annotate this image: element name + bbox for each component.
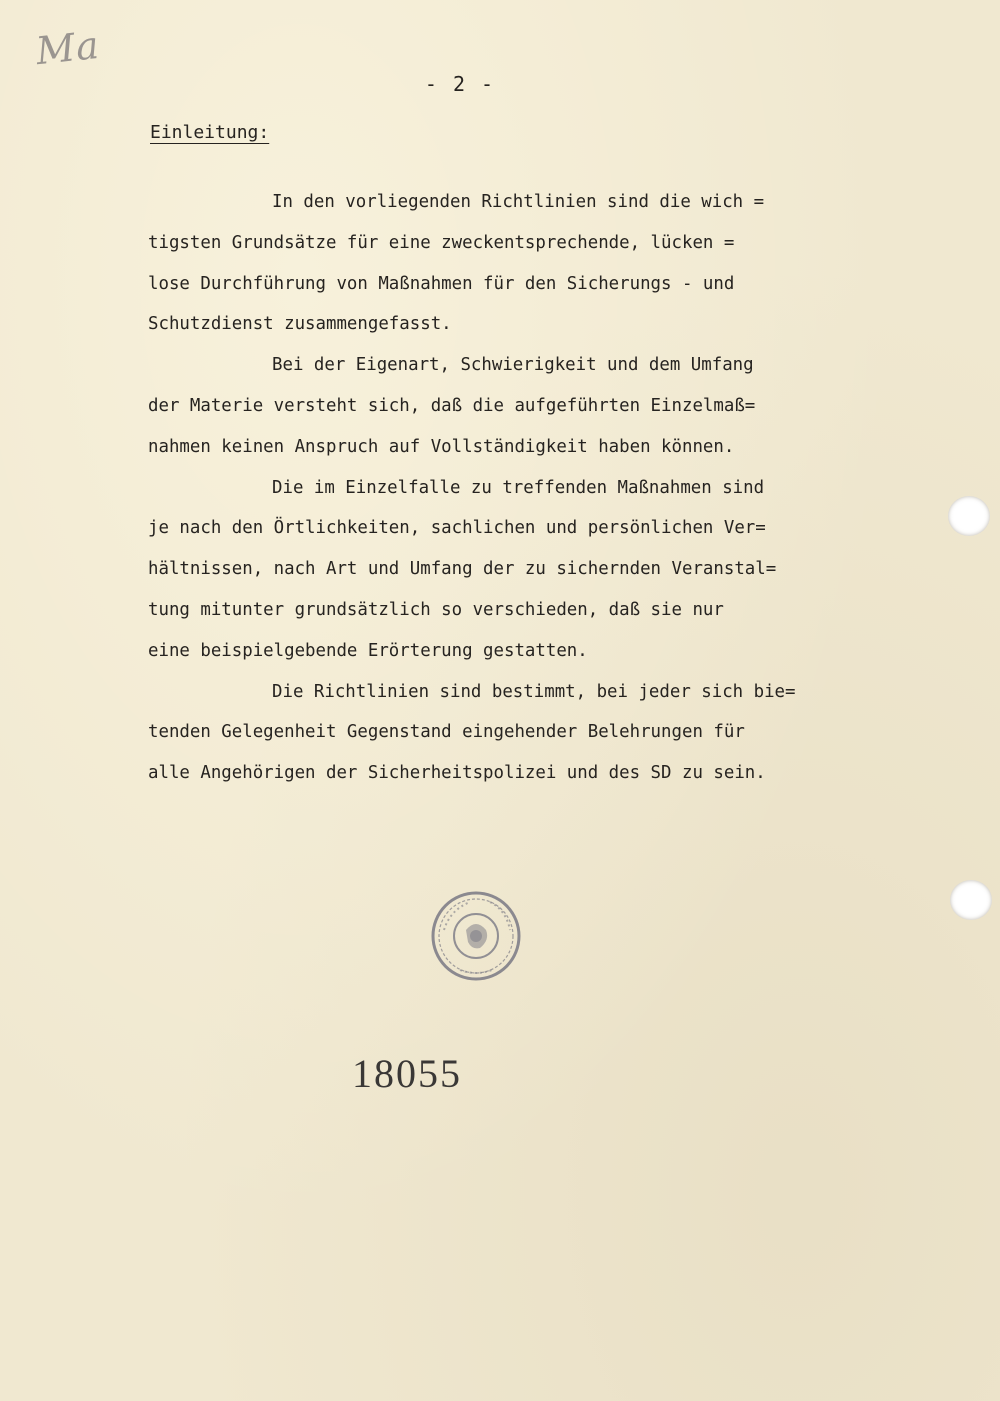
text-line: der Materie versteht sich, daß die aufgeführten Einzelmaß= [148, 395, 756, 416]
text-line: nahmen keinen Anspruch auf Vollständigkeit haben können. [148, 436, 735, 457]
text-line: tung mitunter grundsätzlich so verschieden, daß sie nur [148, 599, 724, 620]
text-line: lose Durchführung von Maßnahmen für den Sicherungs - und [148, 273, 735, 294]
text-line: Bei der Eigenart, Schwierigkeit und dem Umfang [272, 355, 754, 376]
document-number: 18055 [352, 1051, 462, 1096]
text-line: Die Richtlinien sind bestimmt, bei jeder sich bie= [272, 681, 796, 702]
text-line: tenden Gelegenheit Gegenstand eingehender Belehrungen für [148, 722, 745, 743]
text-line: je nach den Örtlichkeiten, sachlichen und persönlichen Ver= [148, 518, 766, 539]
text-line: In den vorliegenden Richtlinien sind die wich = [272, 192, 765, 212]
text-line: alle Angehörigen der Sicherheitspolizei und des SD zu sein. [148, 763, 766, 784]
punch-hole-icon [950, 880, 992, 920]
archive-stamp-icon [430, 890, 522, 982]
page-number: - 2 - [424, 72, 496, 96]
text-line: hältnissen, nach Art und Umfang der zu sichernden Veranstal= [148, 559, 777, 580]
text-line: Die im Einzelfalle zu treffenden Maßnahmen sind [272, 477, 765, 498]
section-heading: Einleitung: [150, 122, 270, 143]
text-line: eine beispielgebende Erörterung gestatten. [148, 640, 588, 661]
handwritten-initials: Ma [33, 22, 102, 74]
text-line: tigsten Grundsätze für eine zweckentsprechende, lücken = [148, 232, 735, 253]
punch-hole-icon [948, 496, 990, 536]
text-line: Schutzdienst zusammengefasst. [148, 314, 452, 335]
body-text [148, 182, 908, 794]
